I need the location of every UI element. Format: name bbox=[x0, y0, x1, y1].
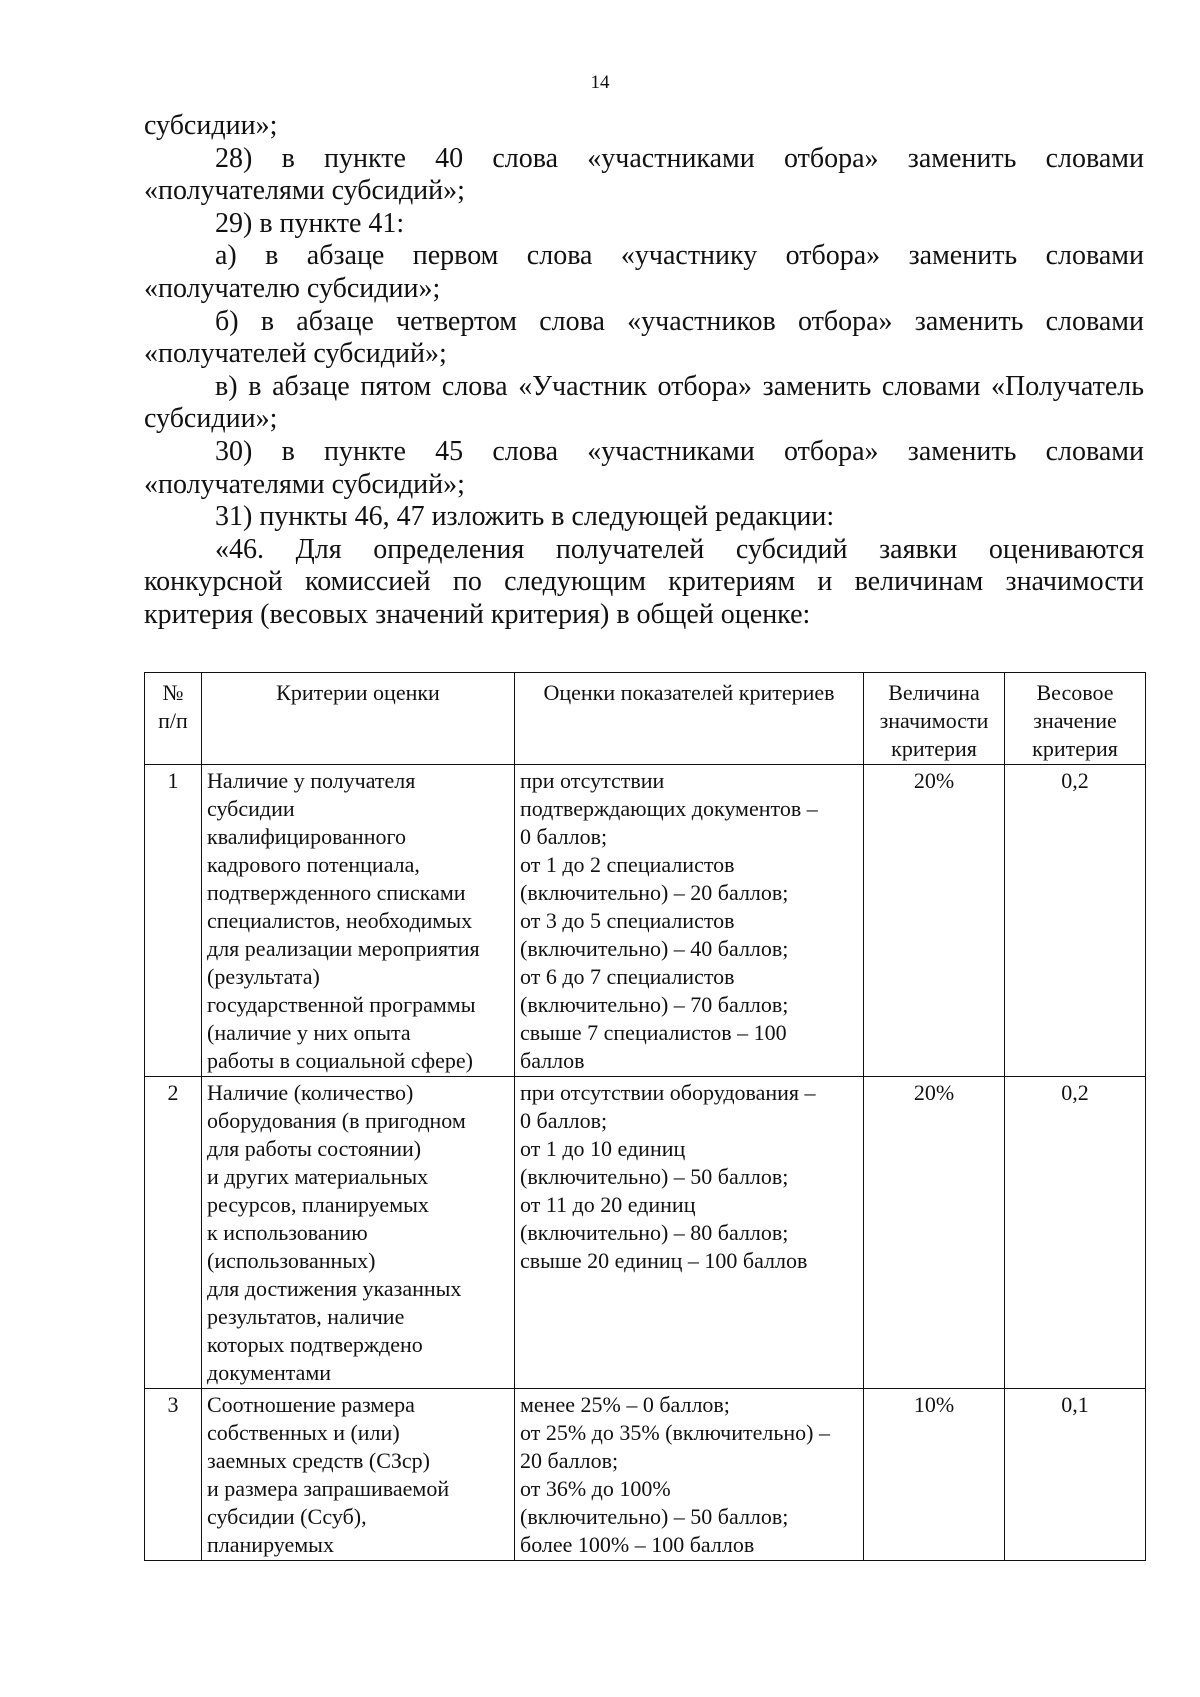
cell-line: субсидии (Ссуб), bbox=[207, 1504, 367, 1529]
cell-line: Величина bbox=[888, 680, 980, 705]
paragraph-line: б) в абзаце четвертом слова «участников отбора» заменить словами bbox=[215, 305, 1144, 337]
paragraph-line: «получателями субсидий»; bbox=[144, 175, 465, 207]
cell-line: 20 баллов; bbox=[520, 1448, 619, 1473]
cell-line: (включительно) – 40 баллов; bbox=[520, 936, 789, 961]
cell-line: 0 баллов; bbox=[520, 824, 608, 849]
cell-line: критерия bbox=[891, 736, 977, 761]
cell-line: подтвержденного списками bbox=[207, 880, 466, 905]
cell-line: более 100% – 100 баллов bbox=[520, 1532, 755, 1557]
cell-line: баллов bbox=[520, 1048, 585, 1073]
cell-line: свыше 20 единиц – 100 баллов bbox=[520, 1248, 808, 1273]
cell-line: и размера запрашиваемой bbox=[207, 1476, 450, 1501]
cell-line: (наличие у них опыта bbox=[207, 1020, 411, 1045]
table-row bbox=[145, 765, 1146, 1077]
paragraph-line: 28) в пункте 40 слова «участниками отбора» заменить словами bbox=[215, 142, 1144, 174]
header-num bbox=[145, 673, 202, 765]
paragraph-line: «получателей субсидий»; bbox=[144, 338, 447, 370]
document-body bbox=[144, 110, 1144, 632]
cell-line: 0 баллов; bbox=[520, 1108, 608, 1133]
cell-line: государственной программы bbox=[207, 992, 476, 1017]
cell-line: свыше 7 специалистов – 100 bbox=[520, 1020, 787, 1045]
criteria-table bbox=[144, 672, 1146, 1561]
cell-line: от 1 до 2 специалистов bbox=[520, 852, 735, 877]
cell-line: от 11 до 20 единиц bbox=[520, 1192, 696, 1217]
cell-line: (включительно) – 50 баллов; bbox=[520, 1504, 789, 1529]
cell-line: менее 25% – 0 баллов; bbox=[520, 1392, 730, 1417]
paragraph-line: конкурсной комиссией по следующим критериям и величинам значимости bbox=[144, 566, 1144, 598]
cell-line: субсидии bbox=[207, 796, 295, 821]
cell-line: для работы состоянии) bbox=[207, 1136, 422, 1161]
paragraph-line: критерия (весовых значений критерия) в общей оценке: bbox=[144, 598, 811, 630]
cell-line: п/п bbox=[158, 708, 188, 733]
header-significance bbox=[864, 673, 1005, 765]
cell-line: (использованных) bbox=[207, 1248, 376, 1273]
table-row bbox=[145, 1077, 1146, 1389]
row-criteria bbox=[202, 765, 515, 1077]
paragraph-line: 30) в пункте 45 слова «участниками отбора» заменить словами bbox=[215, 435, 1144, 467]
cell-line: специалистов, необходимых bbox=[207, 908, 473, 933]
cell-line: заемных средств (СЗср) bbox=[207, 1448, 431, 1473]
cell-line: значение bbox=[1033, 708, 1117, 733]
cell-line: кадрового потенциала, bbox=[207, 852, 420, 877]
paragraph-line: 31) пункты 46, 47 изложить в следующей редакции: bbox=[215, 501, 835, 533]
cell-line: при отсутствии оборудования – bbox=[520, 1080, 816, 1105]
cell-line: (включительно) – 50 баллов; bbox=[520, 1164, 789, 1189]
cell-line: от 6 до 7 специалистов bbox=[520, 964, 735, 989]
cell-line: собственных и (или) bbox=[207, 1420, 400, 1445]
cell-line: (включительно) – 80 баллов; bbox=[520, 1220, 789, 1245]
row-significance: 20% bbox=[864, 765, 1005, 1077]
row-criteria bbox=[202, 1389, 515, 1561]
cell-line: критерия bbox=[1032, 736, 1118, 761]
row-significance: 10% bbox=[864, 1389, 1005, 1561]
cell-line: планируемых bbox=[207, 1532, 334, 1557]
cell-line: оборудования (в пригодном bbox=[207, 1108, 466, 1133]
header-weight bbox=[1005, 673, 1146, 765]
cell-line: документами bbox=[207, 1360, 332, 1385]
table-header-row bbox=[145, 673, 1146, 765]
cell-line: для реализации мероприятия bbox=[207, 936, 480, 961]
row-weight: 0,2 bbox=[1005, 765, 1146, 1077]
paragraph-line: 29) в пункте 41: bbox=[215, 207, 405, 239]
cell-line: при отсутствии bbox=[520, 768, 665, 793]
cell-line: для достижения указанных bbox=[207, 1276, 462, 1301]
cell-line: Весовое bbox=[1036, 680, 1114, 705]
cell-line: (включительно) – 20 баллов; bbox=[520, 880, 789, 905]
cell-line: и других материальных bbox=[207, 1164, 429, 1189]
paragraph-line: субсидии»; bbox=[144, 110, 278, 141]
cell-line: Наличие у получателя bbox=[207, 768, 416, 793]
cell-line: Оценки показателей критериев bbox=[543, 680, 835, 705]
header-criteria bbox=[202, 673, 515, 765]
row-weight: 0,2 bbox=[1005, 1077, 1146, 1389]
paragraph-line: субсидии»; bbox=[144, 403, 278, 435]
row-assessment bbox=[515, 1077, 864, 1389]
cell-line: Критерии оценки bbox=[276, 680, 440, 705]
row-criteria bbox=[202, 1077, 515, 1389]
row-num: 1 bbox=[145, 765, 202, 1077]
header-assessment bbox=[515, 673, 864, 765]
cell-line: подтверждающих документов – bbox=[520, 796, 818, 821]
cell-line: значимости bbox=[879, 708, 989, 733]
cell-line: Наличие (количество) bbox=[207, 1080, 414, 1105]
row-assessment bbox=[515, 765, 864, 1077]
row-num: 2 bbox=[145, 1077, 202, 1389]
cell-line: от 36% до 100% bbox=[520, 1476, 671, 1501]
cell-line: Соотношение размера bbox=[207, 1392, 415, 1417]
row-significance: 20% bbox=[864, 1077, 1005, 1389]
paragraph-line: «46. Для определения получателей субсидий заявки оцениваются bbox=[215, 533, 1144, 565]
cell-line: от 1 до 10 единиц bbox=[520, 1136, 686, 1161]
row-num: 3 bbox=[145, 1389, 202, 1561]
page-number: 14 bbox=[590, 72, 610, 93]
cell-line: которых подтверждено bbox=[207, 1332, 423, 1357]
paragraph-line: а) в абзаце первом слова «участнику отбора» заменить словами bbox=[215, 240, 1144, 272]
row-weight: 0,1 bbox=[1005, 1389, 1146, 1561]
cell-line: (результата) bbox=[207, 964, 320, 989]
cell-line: к использованию bbox=[207, 1220, 368, 1245]
cell-line: (включительно) – 70 баллов; bbox=[520, 992, 789, 1017]
cell-line: № bbox=[162, 680, 184, 705]
row-assessment bbox=[515, 1389, 864, 1561]
cell-line: от 25% до 35% (включительно) – bbox=[520, 1420, 830, 1445]
cell-line: ресурсов, планируемых bbox=[207, 1192, 429, 1217]
paragraph-line: в) в абзаце пятом слова «Участник отбора» заменить словами «Получатель bbox=[215, 370, 1144, 402]
paragraph-line: «получателями субсидий»; bbox=[144, 468, 465, 500]
table-row bbox=[145, 1389, 1146, 1561]
cell-line: квалифицированного bbox=[207, 824, 406, 849]
cell-line: работы в социальной сфере) bbox=[207, 1048, 473, 1073]
cell-line: от 3 до 5 специалистов bbox=[520, 908, 735, 933]
cell-line: результатов, наличие bbox=[207, 1304, 405, 1329]
paragraph-line: «получателю субсидии»; bbox=[144, 272, 441, 304]
